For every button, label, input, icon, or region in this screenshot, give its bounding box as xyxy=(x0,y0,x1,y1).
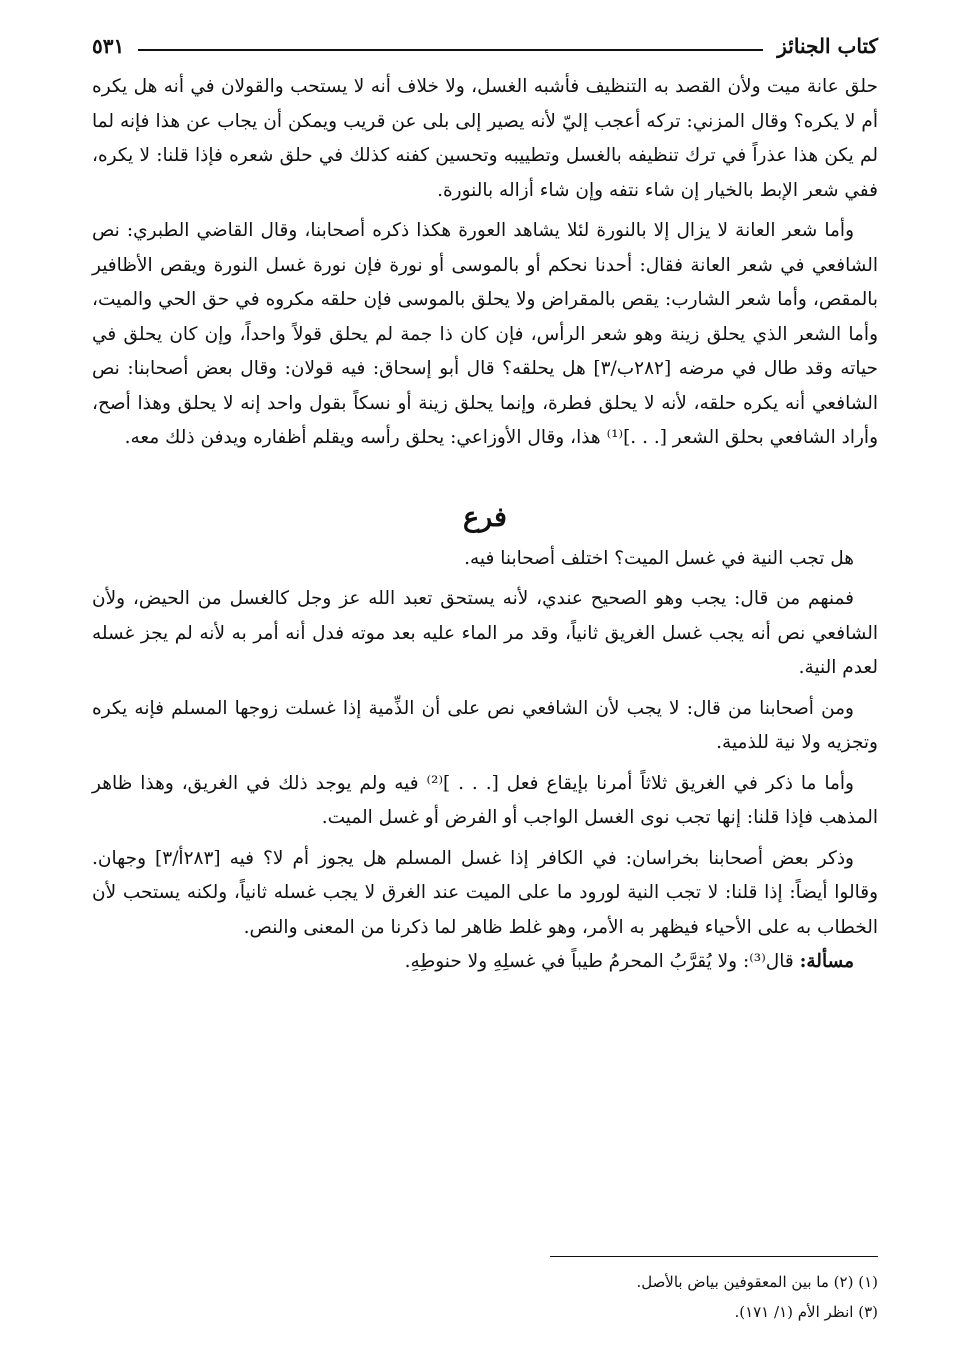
main-text xyxy=(92,70,878,980)
paragraph: فمنهم من قال: يجب وهو الصحيح عندي، لأنه يستحق تعبد الله عز وجل كالغسل من الحيض، ولأن الشافعي نص أنه يجب غسل الغريق ثانياً، وقد مر الماء عليه بعد موته فدل أنه أمر به لأنه لم يجز غسله لعدم النية. xyxy=(92,588,878,678)
paragraph: ومن أصحابنا من قال: لا يجب لأن الشافعي نص على أن الذِّمية إذا غسلت زوجها المسلم فإنه يكره وتجزيه ولا نية للذمية. xyxy=(92,697,878,753)
paragraph: وذكر بعض أصحابنا بخراسان: في الكافر إذا غسل المسلم هل يجوز أم لا؟ فيه [٢٨٣أ/٣] وجهان. وقالوا أيضاً: إذا قلنا: لا تجب النية لورود ما على الميت عند الغرق لا يجب غسله ثانياً، ولكنه يستحب لأن الخطاب به على الأحياء فيظهر به الأمر، وهو غلط ظاهر لما ذكرنا من المعنى والنص. xyxy=(92,847,878,938)
section-heading: فرع xyxy=(463,501,507,533)
paragraph: هل تجب النية في غسل الميت؟ اختلف أصحابنا فيه. xyxy=(464,547,854,569)
masala-paragraph xyxy=(92,945,878,980)
footnote: (٣) انظر الأم (١/ ١٧١). xyxy=(734,1303,878,1321)
footnote: (١) (٢) ما بين المعقوفين بياض بالأصل. xyxy=(636,1273,878,1291)
masala-text: قال⁽³⁾: ولا يُقرَّبُ المحرمُ طيباً في غسلِهِ ولا حنوطِهِ. xyxy=(404,951,794,972)
running-header xyxy=(92,26,878,66)
header-rule xyxy=(138,49,763,51)
footnote-rule xyxy=(550,1256,878,1257)
paragraph: وأما ما ذكر في الغريق ثلاثاً أمرنا بإيقاع فعل [. . . ]⁽²⁾ فيه ولم يوجد ذلك في الغريق، وهذا ظاهر المذهب فإذا قلنا: إنها تجب نوى الغسل الواجب أو الفرض أو غسل الميت. xyxy=(92,772,878,828)
paragraph: وأما شعر العانة لا يزال إلا بالنورة لئلا يشاهد العورة هكذا ذكره أصحابنا، وقال القاضي الطبري: نص الشافعي في شعر العانة فقال: أحدنا نحكم أو بالموسى أو نورة فإن نورة غسل النورة ويقص الأظافير بالمقص، وأما شعر الشارب: يقص بالمقراض ولا يحلق بالموسى فإن حلقه مكروه في حق الحي والميت، وأما الشعر الذي يحلق زينة وهو شعر الرأس، فإن كان ذا جمة لم يحلق قولاً واحداً، وإن كان يحلق في حياته وقد طال في مرضه [٢٨٢ب/٣] هل يحلقه؟ قال أبو إسحاق: فيه قولان: وقال بعض أصحابنا: نص الشافعي أنه يكره حلقه، لأنه لا يحلق فطرة، وإنما يحلق زينة أو نسكاً بقول واحد إنه لا يحلق وهذا أصح، وأراد الشافعي بحلق الشعر [. . .]⁽¹⁾ هذا، وقال الأوزاعي: يحلق رأسه ويقلم أظفاره ويدفن ذلك معه. xyxy=(92,220,878,448)
page-number: ٥٣١ xyxy=(92,34,125,58)
footnotes xyxy=(92,1256,878,1327)
masala-label: مسألة: xyxy=(799,951,854,972)
book-page xyxy=(92,26,878,1356)
paragraph: حلق عانة ميت ولأن القصد به التنظيف فأشبه الغسل، ولا خلاف أنه لا يستحب والقولان في أنه هل يكره أم لا يكره؟ وقال المزني: تركه أعجب إليّ لأنه يصير إلى بلى عن قريب ويمكن أن يجاب عن هذا فإنه لما لم يكن هذا عذراً في ترك تنظيفه بالغسل وتطييبه وتحسين كفنه كذلك في حلق شعره فإذا قلنا: لا يكره، ففي شعر الإبط بالخيار إن شاء نتفه وإن شاء أزاله بالنورة. xyxy=(92,76,878,201)
book-title: كتاب الجنائز xyxy=(777,34,878,58)
